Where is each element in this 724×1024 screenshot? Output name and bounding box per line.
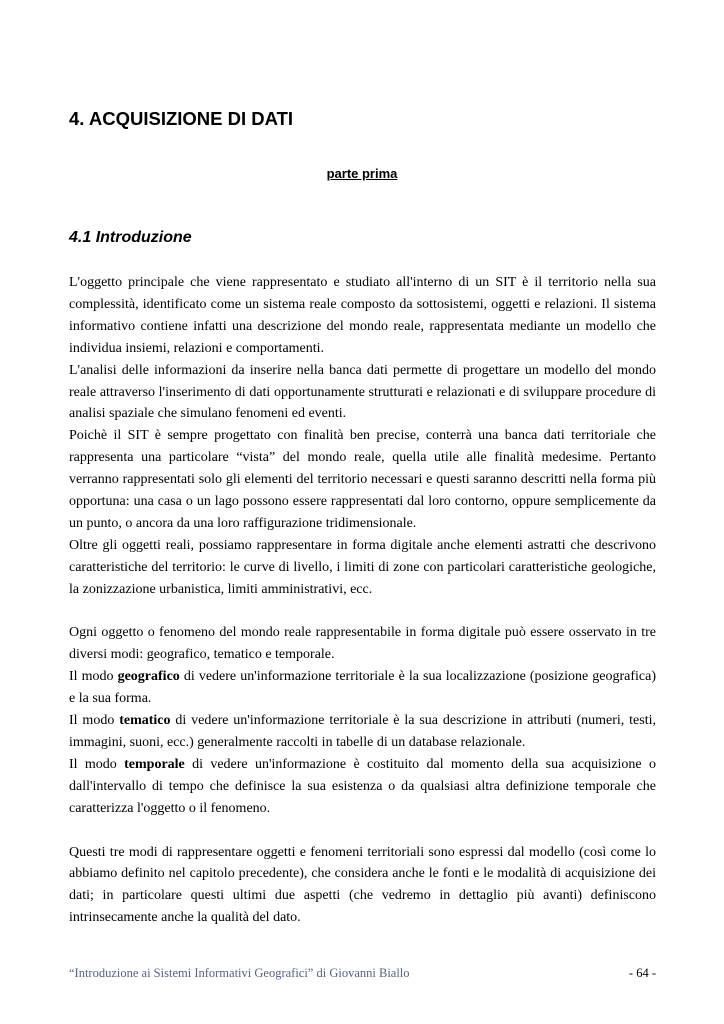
term-temporale: temporale: [124, 756, 185, 772]
paragraph-1: L'oggetto principale che viene rappresentato e studiato all'interno di un SIT è il territorio nella sua complessità, identificato come un sistema reale composto da sottosistemi, oggetti e relazioni. Il sistema informativo contiene infatti una descrizione del mondo reale, rappresentata mediante un modello che individua insiemi, relazioni e comportamenti.: [69, 275, 656, 356]
paragraph-8-lead: Il modo: [69, 756, 125, 772]
paragraph-7-lead: Il modo: [69, 713, 120, 729]
part-label: parte prima: [326, 166, 398, 181]
paragraph-6-lead: Il modo: [69, 669, 118, 685]
paragraph-9: Questi tre modi di rappresentare oggetti e fenomeni territoriali sono espressi dal modello (così come lo abbiamo definito nel capitolo precedente), che considera anche le fonti e le modalità di acquisizione dei dati; in particolare questi ultimi due aspetti (che vedremo in dettaglio più avanti) definiscono intrinsecamente anche la qualità del dato.: [69, 844, 656, 926]
paragraph-6: [69, 666, 656, 710]
footer-page-number: - 64 -: [628, 966, 656, 980]
paragraph-5: Ogni oggetto o fenomeno del mondo reale rappresentabile in forma digitale può essere osservato in tre diversi modi: geografico, tematico e temporale.: [69, 625, 656, 663]
term-tematico: tematico: [119, 713, 171, 729]
paragraph-2: L'analisi delle informazioni da inserire nella banca dati permette di progettare un modello del mondo reale attraverso l'inserimento di dati opportunamente strutturati e relazionati e di sviluppare procedure di analisi spaziale che simulano fenomeni ed eventi.: [69, 362, 656, 422]
paragraph-8-rest: di vedere un'informazione è costituito dal momento della sua acquisizione o dall'intervallo di tempo che definisce la sua esistenza o da qualsiasi altra definizione temporale che caratterizza l'oggetto o il fenomeno.: [69, 756, 656, 816]
paragraph-8: [69, 754, 656, 820]
footer-book-title: “Introduzione ai Sistemi Informativi Geografici” di Giovanni Biallo: [69, 966, 410, 980]
paragraph-6-rest: di vedere un'informazione territoriale è la sua localizzazione (posizione geografica) e la sua forma.: [69, 669, 656, 707]
paragraph-7: [69, 710, 656, 754]
body-text: [69, 272, 656, 929]
chapter-title: 4. ACQUISIZIONE DI DATI: [69, 108, 294, 129]
paragraph-4: Oltre gli oggetti reali, possiamo rappresentare in forma digitale anche elementi astratti che descrivono caratteristiche del territorio: le curve di livello, i limiti di zone con particolari caratteristiche geologiche, la zonizzazione urbanistica, limiti amministrativi, ecc.: [69, 537, 656, 597]
term-geografico: geografico: [117, 669, 180, 685]
section-title: 4.1 Introduzione: [69, 229, 192, 246]
paragraph-7-rest: di vedere un'informazione territoriale è la sua descrizione in attributi (numeri, testi, immagini, suoni, ecc.) generalmente raccolti in tabelle di un database relazionale.: [69, 713, 656, 751]
paragraph-3: Poichè il SIT è sempre progettato con finalità ben precise, conterrà una banca dati territoriale che rappresenta una particolare “vista” del mondo reale, quella utile alle finalità medesime. Pertanto verranno rappresentati solo gli elementi del territorio necessari e questi saranno descritti nella forma più opportuna: una casa o un lago possono essere rappresentati dal loro contorno, oppure semplicemente da un punto, o ancora da una loro raffigurazione tridimensionale.: [69, 428, 656, 531]
